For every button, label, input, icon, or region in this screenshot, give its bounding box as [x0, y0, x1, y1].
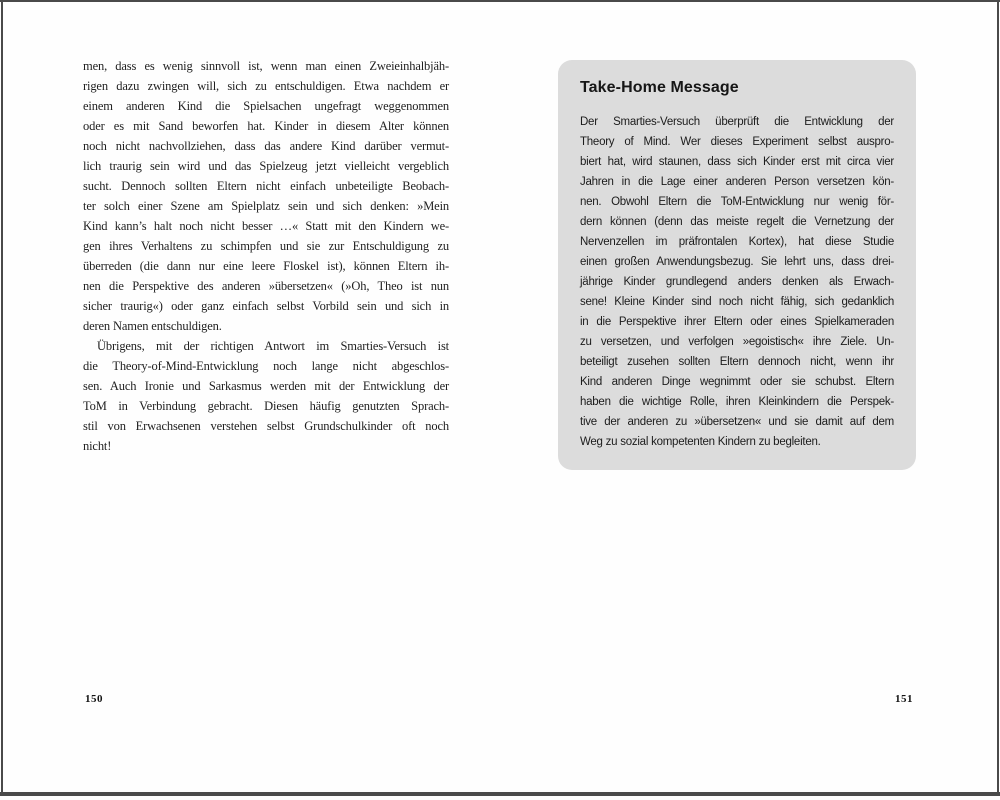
take-home-message-box	[558, 60, 916, 470]
text-line: jährige Kinder grundlegend anders denken als Erwach-	[580, 276, 894, 288]
text-line: stil von Erwachsenen verstehen selbst Grundschulkinder oft noch	[83, 419, 449, 433]
scan-border-top	[0, 0, 1000, 2]
body-paragraph	[83, 336, 449, 456]
text-line: in die Perspektive ihrer Eltern oder eines Spielkameraden	[580, 316, 894, 328]
text-line: ter solch einer Szene am Spielplatz sein und sich denken: »Mein	[83, 199, 449, 213]
text-line: beteiligt zusehen sollten Eltern dennoch nicht, wenn ihr	[580, 356, 894, 368]
text-line: einen großen Anwendungsbezug. Sie lehrt uns, dass drei-	[580, 256, 894, 268]
text-line: Der Smarties-Versuch überprüft die Entwicklung der	[580, 116, 894, 128]
text-line: oder es mit Sand beworfen hat. Kinder in diesem Alter können	[83, 119, 449, 133]
text-line: Theory of Mind. Wer dieses Experiment selbst auspro-	[580, 136, 894, 148]
text-line: Kind kann’s halt noch nicht besser …« Statt mit den Kindern we-	[83, 219, 449, 233]
text-line: haben die wichtige Rolle, ihren Kleinkindern die Perspek-	[580, 396, 894, 408]
text-line: Weg zu sozial kompetenten Kindern zu begleiten.	[580, 436, 821, 448]
text-line: noch nicht nachvollziehen, dass das andere Kind darüber vermut-	[83, 139, 449, 153]
text-line: zu versetzen, und verfolgen »egoistisch« ihre Ziele. Un-	[580, 336, 894, 348]
take-home-message-body	[580, 112, 894, 452]
page-number-right: 151	[895, 693, 913, 705]
text-line: sen. Auch Ironie und Sarkasmus werden mit der Entwicklung der	[83, 379, 449, 393]
text-line: Nervenzellen im präfrontalen Kortex), hat diese Studie	[580, 236, 894, 248]
text-line: sene! Kleine Kinder sind noch nicht fähig, sich gedanklich	[580, 296, 894, 308]
scan-border-left	[1, 0, 3, 794]
body-paragraph	[83, 56, 449, 336]
text-line: einem anderen Kind die Spielsachen ungefragt weggenommen	[83, 99, 449, 113]
text-line: rigen dazu zwingen will, sich zu entschuldigen. Etwa nachdem er	[83, 79, 449, 93]
text-line: dern können (denn das meiste regelt die Vernetzung der	[580, 216, 894, 228]
take-home-message-title: Take-Home Message	[580, 79, 739, 96]
scan-border-bottom	[0, 792, 1000, 796]
left-page-text-column	[83, 56, 449, 456]
text-line: die Theory-of-Mind-Entwicklung noch lange nicht abgeschlos-	[83, 359, 449, 373]
scan-border-right	[997, 0, 999, 794]
text-line: Übrigens, mit der richtigen Antwort im Smarties-Versuch ist	[97, 339, 449, 353]
text-line: nicht!	[83, 439, 112, 453]
text-line: lich traurig sein wird und das Spielzeug jetzt vielleicht vergeblich	[83, 159, 449, 173]
text-line: Kind anderen Dinge wegnimmt oder sie schubst. Eltern	[580, 376, 894, 388]
text-line: nen. Obwohl Eltern die ToM-Entwicklung nur wenig för-	[580, 196, 894, 208]
text-line: überreden (die dann nur eine leere Floskel ist), können Eltern ih-	[83, 259, 449, 273]
text-line: gen ihres Verhaltens zu schimpfen und sie zur Entschuldigung zu	[83, 239, 449, 253]
text-line: sicher traurig«) oder ganz einfach selbst Vorbild sein und sich in	[83, 299, 449, 313]
text-line: ToM in Verbindung gebracht. Diesen häufig genutzten Sprach-	[83, 399, 449, 413]
page-number-left: 150	[85, 693, 103, 705]
text-line: sucht. Dennoch sollten Eltern nicht einfach unbeteiligte Beobach-	[83, 179, 449, 193]
text-line: tive der anderen zu »übersetzen« und sie damit auf dem	[580, 416, 894, 428]
text-line: biert hat, wird staunen, dass sich Kinder erst mit circa vier	[580, 156, 894, 168]
text-line: Jahren in die Lage einer anderen Person versetzen kön-	[580, 176, 894, 188]
text-line: men, dass es wenig sinnvoll ist, wenn man einen Zweieinhalbjäh-	[83, 59, 449, 73]
text-line: nen die Perspektive des anderen »übersetzen« (»Oh, Theo ist nun	[83, 279, 449, 293]
text-line: deren Namen entschuldigen.	[83, 319, 222, 333]
